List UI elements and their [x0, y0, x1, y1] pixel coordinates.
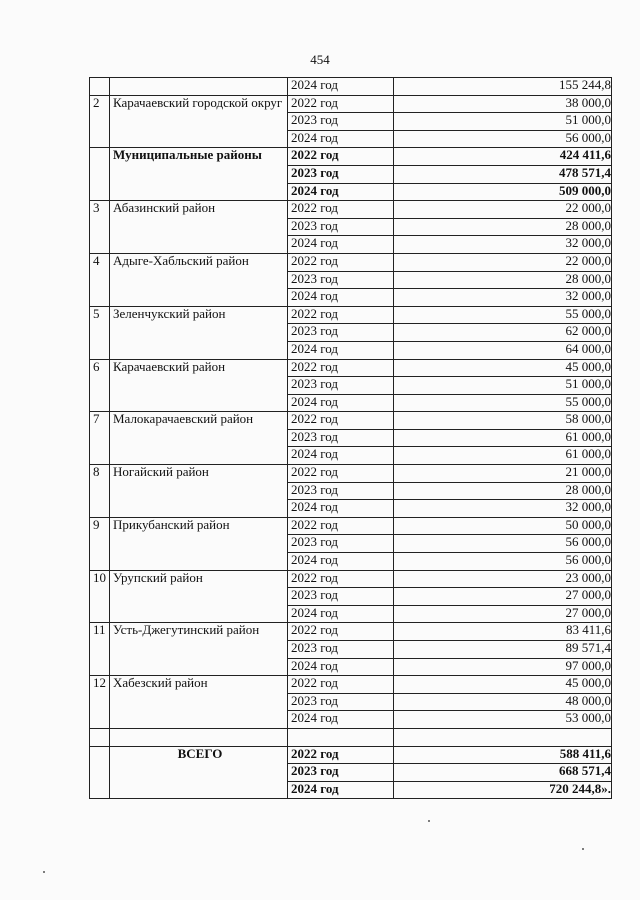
district-name: Ногайский район: [110, 465, 288, 518]
year-cell: 2023 год: [288, 377, 394, 395]
year-cell: 2022 год: [288, 201, 394, 219]
year-cell: 2023 год: [288, 165, 394, 183]
district-name: [110, 78, 288, 96]
year-cell: 2024 год: [288, 711, 394, 729]
amount-cell: 62 000,0: [394, 324, 612, 342]
year-cell: 2023 год: [288, 482, 394, 500]
district-name: Муниципальные районы: [110, 148, 288, 201]
amount-cell: 38 000,0: [394, 95, 612, 113]
table-row: [90, 623, 612, 641]
table-row: [90, 517, 612, 535]
amount-cell: 588 411,6: [394, 746, 612, 764]
table-row: [90, 570, 612, 588]
amount-cell: 22 000,0: [394, 201, 612, 219]
year-cell: 2022 год: [288, 306, 394, 324]
table-row: [90, 746, 612, 764]
year-cell: 2024 год: [288, 289, 394, 307]
table-row: [90, 359, 612, 377]
row-number: 6: [90, 359, 110, 412]
row-number: 5: [90, 306, 110, 359]
amount-cell: 27 000,0: [394, 605, 612, 623]
scan-speck: [43, 871, 45, 873]
district-name: Хабезский район: [110, 676, 288, 729]
amount-cell: 61 000,0: [394, 447, 612, 465]
amount-cell: 64 000,0: [394, 341, 612, 359]
amount-cell: 668 571,4: [394, 764, 612, 782]
year-cell: 2024 год: [288, 78, 394, 96]
district-name: Зеленчукский район: [110, 306, 288, 359]
amount-cell: 55 000,0: [394, 394, 612, 412]
amount-cell: 58 000,0: [394, 412, 612, 430]
amount-cell: 22 000,0: [394, 253, 612, 271]
district-name: [110, 728, 288, 746]
district-name: Урупский район: [110, 570, 288, 623]
page-number: 454: [310, 52, 330, 67]
row-number: 10: [90, 570, 110, 623]
year-cell: 2023 год: [288, 535, 394, 553]
amount-cell: 97 000,0: [394, 658, 612, 676]
row-number: 2: [90, 95, 110, 148]
row-number: [90, 78, 110, 96]
amount-cell: 28 000,0: [394, 218, 612, 236]
year-cell: 2022 год: [288, 412, 394, 430]
year-cell: 2022 год: [288, 148, 394, 166]
year-cell: 2022 год: [288, 95, 394, 113]
year-cell: 2022 год: [288, 570, 394, 588]
year-cell: 2022 год: [288, 676, 394, 694]
amount-cell: 509 000,0: [394, 183, 612, 201]
district-name: Прикубанский район: [110, 517, 288, 570]
year-cell: 2022 год: [288, 359, 394, 377]
year-cell: 2024 год: [288, 605, 394, 623]
amount-cell: 478 571,4: [394, 165, 612, 183]
amount-cell: 56 000,0: [394, 553, 612, 571]
amount-cell: 50 000,0: [394, 517, 612, 535]
table-row: [90, 728, 612, 746]
year-cell: 2023 год: [288, 764, 394, 782]
amount-cell: 45 000,0: [394, 359, 612, 377]
amount-cell: 61 000,0: [394, 429, 612, 447]
row-number: [90, 728, 110, 746]
table-row: [90, 78, 612, 96]
amount-cell: 53 000,0: [394, 711, 612, 729]
district-name: Малокарачаевский район: [110, 412, 288, 465]
year-cell: 2023 год: [288, 588, 394, 606]
amount-cell: 32 000,0: [394, 236, 612, 254]
district-name: Карачаевский район: [110, 359, 288, 412]
district-name: Адыге-Хабльский район: [110, 253, 288, 306]
table-row: [90, 95, 612, 113]
row-number: 8: [90, 465, 110, 518]
district-name: Усть-Джегутинский район: [110, 623, 288, 676]
table-row: [90, 253, 612, 271]
amount-cell: 23 000,0: [394, 570, 612, 588]
row-number: 4: [90, 253, 110, 306]
year-cell: 2023 год: [288, 693, 394, 711]
total-label: ВСЕГО: [110, 746, 288, 799]
district-name: Карачаевский городской округ: [110, 95, 288, 148]
amount-cell: 51 000,0: [394, 377, 612, 395]
amount-cell: 45 000,0: [394, 676, 612, 694]
year-cell: 2024 год: [288, 658, 394, 676]
amount-cell: 155 244,8: [394, 78, 612, 96]
year-cell: [288, 728, 394, 746]
year-cell: 2022 год: [288, 465, 394, 483]
budget-table: [89, 77, 612, 799]
amount-cell: 27 000,0: [394, 588, 612, 606]
amount-cell: 56 000,0: [394, 130, 612, 148]
table-row: [90, 412, 612, 430]
scan-speck: [428, 820, 430, 822]
year-cell: 2023 год: [288, 113, 394, 131]
amount-cell: 28 000,0: [394, 482, 612, 500]
year-cell: 2022 год: [288, 517, 394, 535]
row-number: 3: [90, 201, 110, 254]
year-cell: 2023 год: [288, 324, 394, 342]
table-row: [90, 306, 612, 324]
year-cell: 2022 год: [288, 746, 394, 764]
year-cell: 2023 год: [288, 429, 394, 447]
table-row: [90, 676, 612, 694]
year-cell: 2022 год: [288, 253, 394, 271]
amount-cell: 56 000,0: [394, 535, 612, 553]
amount-cell: 32 000,0: [394, 289, 612, 307]
table-row: [90, 148, 612, 166]
year-cell: 2024 год: [288, 183, 394, 201]
row-number: 7: [90, 412, 110, 465]
year-cell: 2024 год: [288, 394, 394, 412]
amount-cell: 55 000,0: [394, 306, 612, 324]
amount-cell: 28 000,0: [394, 271, 612, 289]
table-row: [90, 465, 612, 483]
amount-cell: 89 571,4: [394, 641, 612, 659]
amount-cell: 32 000,0: [394, 500, 612, 518]
year-cell: 2024 год: [288, 341, 394, 359]
amount-cell: 720 244,8».: [394, 781, 612, 799]
year-cell: 2024 год: [288, 447, 394, 465]
row-number: 9: [90, 517, 110, 570]
year-cell: 2024 год: [288, 500, 394, 518]
scan-speck: [582, 848, 584, 850]
district-name: Абазинский район: [110, 201, 288, 254]
year-cell: 2023 год: [288, 271, 394, 289]
table-row: [90, 201, 612, 219]
year-cell: 2023 год: [288, 641, 394, 659]
year-cell: 2024 год: [288, 130, 394, 148]
amount-cell: [394, 728, 612, 746]
year-cell: 2024 год: [288, 781, 394, 799]
row-number: [90, 148, 110, 201]
row-number: 11: [90, 623, 110, 676]
year-cell: 2024 год: [288, 553, 394, 571]
year-cell: 2024 год: [288, 236, 394, 254]
row-number: 12: [90, 676, 110, 729]
amount-cell: 51 000,0: [394, 113, 612, 131]
year-cell: 2023 год: [288, 218, 394, 236]
year-cell: 2022 год: [288, 623, 394, 641]
amount-cell: 48 000,0: [394, 693, 612, 711]
amount-cell: 424 411,6: [394, 148, 612, 166]
amount-cell: 83 411,6: [394, 623, 612, 641]
row-number: [90, 746, 110, 799]
amount-cell: 21 000,0: [394, 465, 612, 483]
